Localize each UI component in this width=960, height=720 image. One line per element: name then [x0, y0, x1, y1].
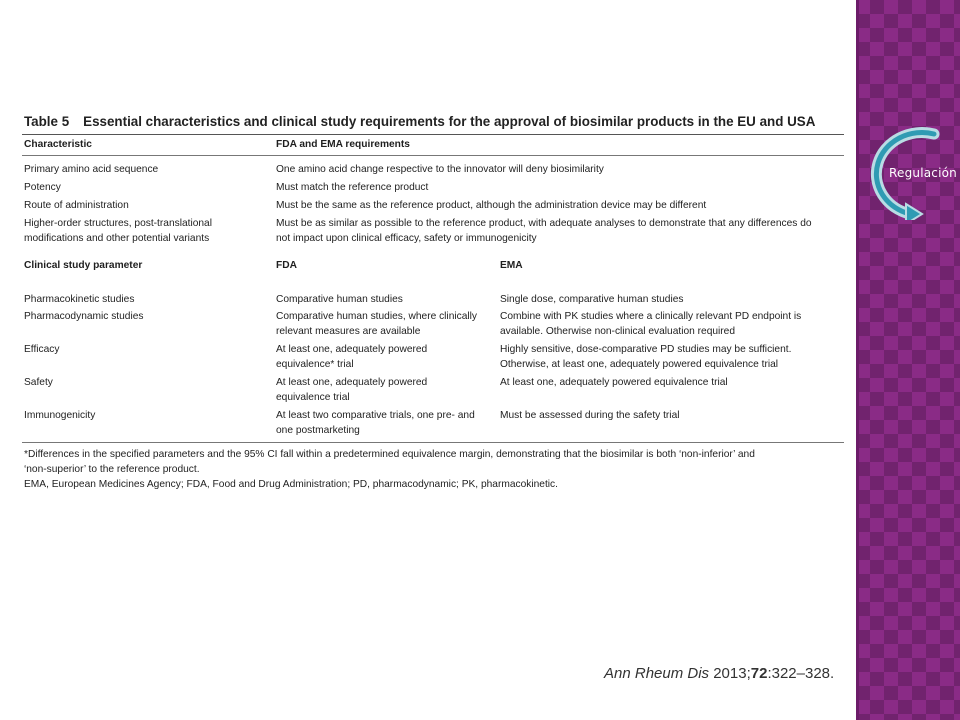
row-fda-value: [276, 342, 491, 372]
row-value: [276, 216, 836, 246]
row-value-line: Must be as similar as possible to the reference product, with adequate analyses to demonstrate that any differences do: [276, 218, 812, 229]
table-header-row: [22, 135, 844, 155]
row-value-line: not impact upon clinical efficacy, safety or immunogenicity: [276, 233, 537, 244]
footnote-line: ‘non-superior’ to the reference product.: [24, 464, 200, 475]
row-label-line: Higher-order structures, post-translational: [24, 218, 212, 229]
table-row: [22, 292, 844, 309]
row-fda-value: [276, 375, 491, 405]
row-value-line: At least one, adequately powered: [276, 377, 428, 388]
row-value-line: available. Otherwise non-clinical evaluation required: [500, 326, 736, 337]
table-title: [24, 114, 844, 129]
citation-pages: :322–328.: [767, 665, 835, 682]
row-value: One amino acid change respective to the innovator will deny biosimilarity: [276, 164, 604, 175]
row-ema-value: [500, 342, 840, 372]
row-ema-value: At least one, adequately powered equivalence trial: [500, 377, 728, 388]
footnote-line: EMA, European Medicines Agency; FDA, Food and Drug Administration; PD, pharmacodynamic; PK, pharmacokinetic.: [24, 479, 558, 490]
table-row: [22, 342, 844, 375]
citation-volume: 72: [750, 665, 768, 682]
table-caption: Essential characteristics and clinical study requirements for the approval of biosimilar products in the EU and USA: [83, 114, 816, 129]
row-value-line: one postmarketing: [276, 425, 360, 436]
header-characteristic: Characteristic: [24, 139, 92, 150]
row-label: Immunogenicity: [24, 410, 96, 421]
row-fda-value: [276, 309, 491, 339]
row-ema-value: Single dose, comparative human studies: [500, 294, 684, 305]
source-citation: [604, 665, 834, 682]
row-value-line: Highly sensitive, dose-comparative PD studies may be sufficient.: [500, 344, 792, 355]
row-fda-value: Comparative human studies: [276, 294, 403, 305]
nav-label-regulacion[interactable]: Regulación: [889, 166, 957, 180]
row-label: Route of administration: [24, 200, 129, 211]
footnote-line: *Differences in the specified parameters and the 95% CI fall within a predetermined equivalence margin, demonstrating that the biosimilar is both ‘non-inferior’ and: [24, 449, 755, 460]
row-value-line: At least two comparative trials, one pre- and: [276, 410, 475, 421]
row-value-line: Otherwise, at least one, adequately powered equivalence trial: [500, 359, 779, 370]
table-row: [22, 162, 844, 180]
biosimilar-requirements-table: [22, 114, 844, 492]
row-label: Potency: [24, 182, 61, 193]
row-label: [24, 216, 269, 246]
table-row: [22, 408, 844, 442]
table-row: [22, 198, 844, 216]
table-row: [22, 309, 844, 342]
table-row: [22, 375, 844, 408]
citation-year: 2013;: [713, 665, 751, 682]
header-fda: FDA: [276, 260, 297, 271]
table-row: [22, 180, 844, 198]
row-value-line: Combine with PK studies where a clinically relevant PD endpoint is: [500, 311, 802, 322]
row-label: Pharmacodynamic studies: [24, 311, 144, 322]
row-value: Must be the same as the reference product, although the administration device may be different: [276, 200, 707, 211]
header-clinical-study-parameter: Clinical study parameter: [24, 260, 143, 271]
row-ema-value: Must be assessed during the safety trial: [500, 410, 680, 421]
row-value-line: relevant measures are available: [276, 326, 421, 337]
row-value-line: equivalence trial: [276, 392, 350, 403]
row-label: Primary amino acid sequence: [24, 164, 159, 175]
side-decorative-panel: [856, 0, 960, 720]
table-footnotes: [22, 443, 844, 492]
header-ema: EMA: [500, 260, 523, 271]
row-value-line: equivalence* trial: [276, 359, 354, 370]
citation-journal: Ann Rheum Dis: [604, 665, 710, 682]
header-fda-ema-requirements: FDA and EMA requirements: [276, 139, 410, 150]
table-number: Table 5: [24, 114, 70, 129]
row-value-line: At least one, adequately powered: [276, 344, 428, 355]
row-label: Efficacy: [24, 344, 60, 355]
row-label-line: modifications and other potential variants: [24, 233, 210, 244]
row-label: Safety: [24, 377, 53, 388]
table-row: [22, 216, 844, 256]
row-value-line: Comparative human studies, where clinically: [276, 311, 478, 322]
row-fda-value: [276, 408, 491, 438]
table-subheader-row: [22, 256, 844, 292]
row-label: Pharmacokinetic studies: [24, 294, 135, 305]
row-ema-value: [500, 309, 840, 339]
row-value: Must match the reference product: [276, 182, 429, 193]
